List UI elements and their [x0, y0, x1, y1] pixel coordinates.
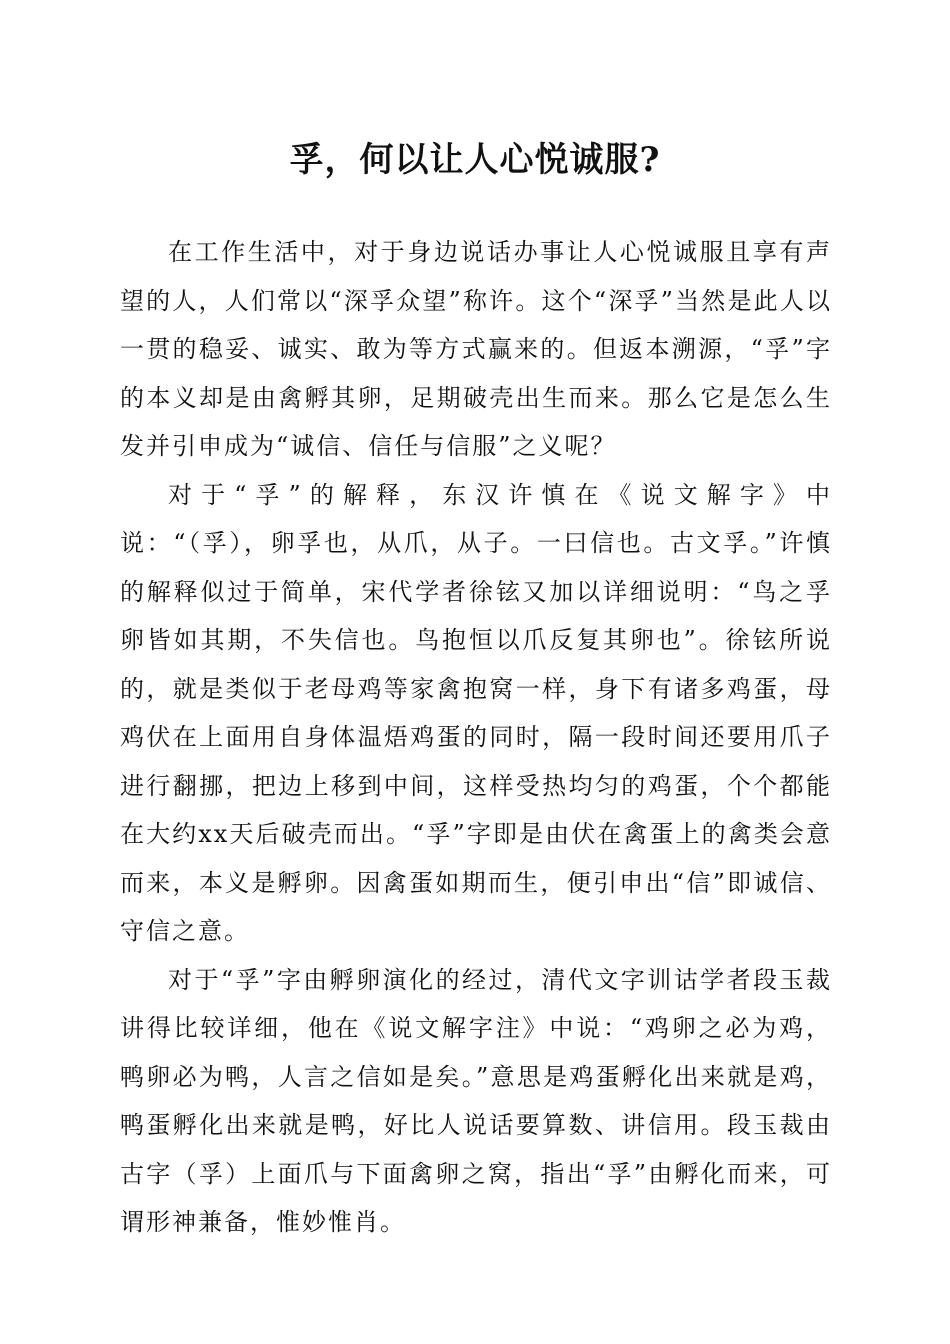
document-title: 孚，何以让人心悦诚服?: [289, 140, 661, 180]
paragraph-3: 对于“孚”字由孵卵演化的经过，清代文字训诂学者段玉裁讲得比较详细，他在《说文解字注》中说：“鸡卵之必为鸡，鸭卵必为鸭，人言之信如是矣。”意思是鸡蛋孵化出来就是鸡，鸭蛋孵化出来就是鸭，好比人说话要算数、讲信用。段玉裁由古字（孚）上面爪与下面禽卵之窝，指出“孚”由孵化而来，可谓形神兼备，惟妙惟肖。: [120, 965, 832, 1236]
paragraph-1: 在工作生活中，对于身边说话办事让人心悦诚服且享有声望的人，人们常以“深孚众望”称许。这个“深孚”当然是此人以一贯的稳妥、诚实、敢为等方式赢来的。但返本溯源，“孚”字的本义却是由禽孵其卵，足期破壳出生而来。那么它是怎么生发并引申成为“诚信、信任与信服”之义呢？: [120, 238, 832, 460]
paragraph-2: 对于“孚”的解释，东汉许慎在《说文解字》中说：“（孚），卵孚也，从爪，从子。一曰信也。古文孚。”许慎的解释似过于简单，宋代学者徐铉又加以详细说明：“鸟之孚卵皆如其期，不失信也。鸟抱恒以爪反复其卵也”。徐铉所说的，就是类似于老母鸡等家禽抱窝一样，身下有诸多鸡蛋，母鸡伏在上面用自身体温焐鸡蛋的同时，隔一段时间还要用爪子进行翻挪，把边上移到中间，这样受热均匀的鸡蛋，个个都能在大约xx天后破壳而出。“孚”字即是由伏在禽蛋上的禽类会意而来，本义是孵卵。因禽蛋如期而生，便引申出“信”即诚信、守信之意。: [120, 480, 832, 945]
document-body: [120, 228, 832, 1247]
